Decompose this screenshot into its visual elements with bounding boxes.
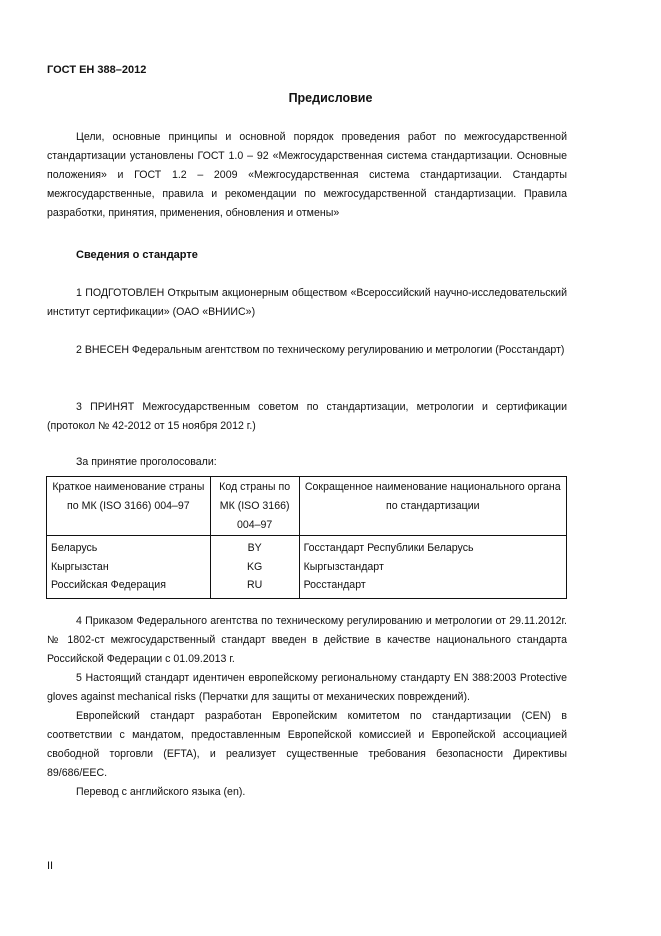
table-row xyxy=(47,558,567,577)
item-european: Европейский стандарт разработан Европейским комитетом по стандартизации (CEN) в соответствии с мандатом, предоставленным Европейской комиссией и Европейской ассоциацией свободной торговли (EFTA), и реализует существенные требования безопасности Директивы 89/686/EEC. xyxy=(47,710,567,779)
cell-body: Госстандарт Республики Беларусь xyxy=(299,536,566,558)
table-header-row xyxy=(47,477,567,536)
votes-caption: За принятие проголосовали: xyxy=(76,456,217,468)
item-translation: Перевод с английского языка (en). xyxy=(76,786,246,798)
cell-code: RU xyxy=(210,576,299,598)
header-body: Сокращенное наименование национального органа по стандартизации xyxy=(299,477,566,536)
votes-table xyxy=(46,476,567,599)
item-introduced: 2 ВНЕСЕН Федеральным агентством по техническому регулированию и метрологии (Росстандарт) xyxy=(76,344,565,356)
document-id: ГОСТ ЕН 388–2012 xyxy=(47,64,147,76)
page-title: Предисловие xyxy=(288,91,373,105)
cell-country: Российская Федерация xyxy=(47,576,211,598)
item-prepared: 1 ПОДГОТОВЛЕН Открытым акционерным обществом «Всероссийский научно-исследовательский институт сертификации» (ОАО «ВНИИС») xyxy=(47,287,567,318)
info-heading: Сведения о стандарте xyxy=(76,249,198,261)
cell-country: Кыргызстан xyxy=(47,558,211,577)
cell-code: KG xyxy=(210,558,299,577)
item-order: 4 Приказом Федерального агентства по техническому регулированию и метрологии от 29.11.2012г. № 1802-ст межгосударственный стандарт введен в действие в качестве национального стандарта Российской Федерации с 01.09.2013 г. xyxy=(47,615,567,665)
cell-body: Росстандарт xyxy=(299,576,566,598)
table-row xyxy=(47,536,567,558)
item-identical: 5 Настоящий стандарт идентичен европейскому региональному стандарту EN 388:2003 Protective gloves against mechanical risks (Перчатки для защиты от механических повреждений). xyxy=(47,672,567,703)
page-number: II xyxy=(47,860,54,872)
header-code: Код страны по МК (ISO 3166) 004–97 xyxy=(210,477,299,536)
header-country: Краткое наименование страны по МК (ISO 3166) 004–97 xyxy=(47,477,211,536)
cell-country: Беларусь xyxy=(47,536,211,558)
cell-code: BY xyxy=(210,536,299,558)
cell-body: Кыргызстандарт xyxy=(299,558,566,577)
item-adopted: 3 ПРИНЯТ Межгосударственным советом по стандартизации, метрологии и сертификации (протокол № 42-2012 от 15 ноября 2012 г.) xyxy=(47,401,567,432)
intro-paragraph: Цели, основные принципы и основной порядок проведения работ по межгосударственной стандартизации установлены ГОСТ 1.0 – 92 «Межгосударственная система стандартизации. Основные положения» и ГОСТ 1.2 – 2009 «Межгосударственная система стандартизации. Стандарты межгосударственные, правила и рекомендации по межгосударственной стандартизации. Правила разработки, принятия, применения, обновления и отмены» xyxy=(47,131,567,219)
table-row xyxy=(47,576,567,598)
